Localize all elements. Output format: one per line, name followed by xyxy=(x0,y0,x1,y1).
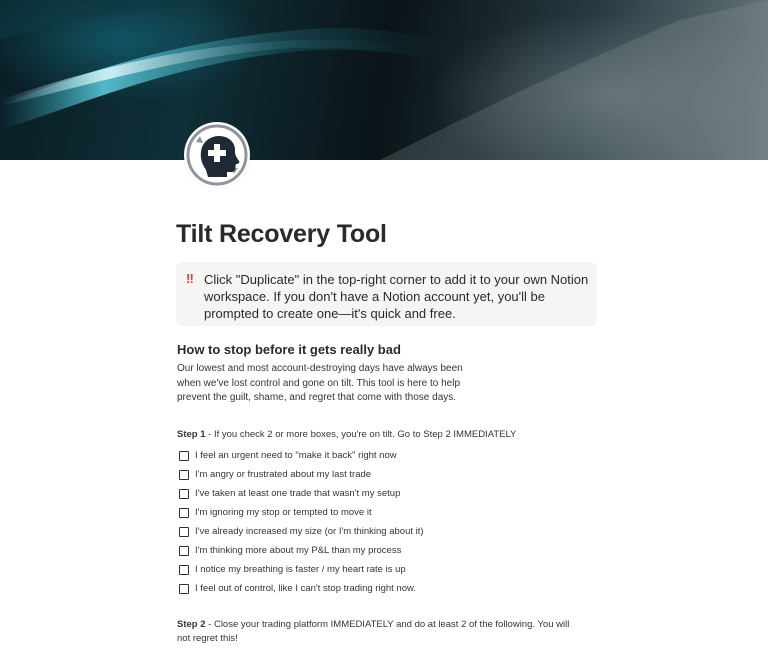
step2-text: - Close your trading platform IMMEDIATELY and do at least 2 of the following. You will not regret this! xyxy=(177,619,570,644)
step2-label: Step 2 xyxy=(177,619,206,630)
intro-paragraph: Our lowest and most account-destroying days have always been when we've lost control and gone on tilt. This tool is here to help prevent the guilt, shame, and regret that come with those days. xyxy=(177,363,463,403)
checklist-item-label: I've taken at least one trade that wasn't my setup xyxy=(195,488,401,499)
head-with-cross-icon xyxy=(184,122,250,188)
checklist-item-label: I feel out of control, like I can't stop trading right now. xyxy=(195,583,416,594)
page-icon[interactable] xyxy=(184,122,250,188)
checklist-item-label: I've already increased my size (or I'm thinking about it) xyxy=(195,526,424,537)
checklist-item[interactable] xyxy=(179,579,479,598)
step1-instruction xyxy=(177,428,537,442)
checklist-item[interactable] xyxy=(179,484,479,503)
tilt-checklist xyxy=(179,446,479,598)
checklist-item-label: I notice my breathing is faster / my heart rate is up xyxy=(195,564,406,575)
checkbox[interactable] xyxy=(179,546,189,556)
checklist-item[interactable] xyxy=(179,446,479,465)
checklist-item-label: I feel an urgent need to "make it back" right now xyxy=(195,450,397,461)
checklist-item[interactable] xyxy=(179,503,479,522)
step1-label: Step 1 xyxy=(177,429,206,440)
checkbox[interactable] xyxy=(179,489,189,499)
step1-text: - If you check 2 or more boxes, you're on tilt. Go to Step 2 IMMEDIATELY xyxy=(205,429,517,440)
cover-waves xyxy=(0,0,768,160)
checklist-item[interactable] xyxy=(179,465,479,484)
checklist-item[interactable] xyxy=(179,522,479,541)
section-heading: How to stop before it gets really bad xyxy=(177,342,401,357)
checkbox[interactable] xyxy=(179,508,189,518)
callout-text: Click "Duplicate" in the top-right corner to add it to your own Notion workspace. If you don't have a Notion account yet, you'll be prompted to create one—it's quick and free. xyxy=(204,272,589,321)
checkbox[interactable] xyxy=(179,584,189,594)
page-title: Tilt Recovery Tool xyxy=(176,220,387,248)
double-exclamation-icon: ‼ xyxy=(186,271,194,286)
callout xyxy=(176,262,597,326)
page-cover[interactable] xyxy=(0,0,768,160)
checklist-item-label: I'm thinking more about my P&L than my process xyxy=(195,545,402,556)
checklist-item[interactable] xyxy=(179,560,479,579)
checklist-item-label: I'm ignoring my stop or tempted to move it xyxy=(195,507,372,518)
checkbox[interactable] xyxy=(179,451,189,461)
checkbox[interactable] xyxy=(179,470,189,480)
step2-instruction xyxy=(177,618,577,646)
checklist-item-label: I'm angry or frustrated about my last trade xyxy=(195,469,372,480)
checkbox[interactable] xyxy=(179,565,189,575)
checkbox[interactable] xyxy=(179,527,189,537)
checklist-item[interactable] xyxy=(179,541,479,560)
